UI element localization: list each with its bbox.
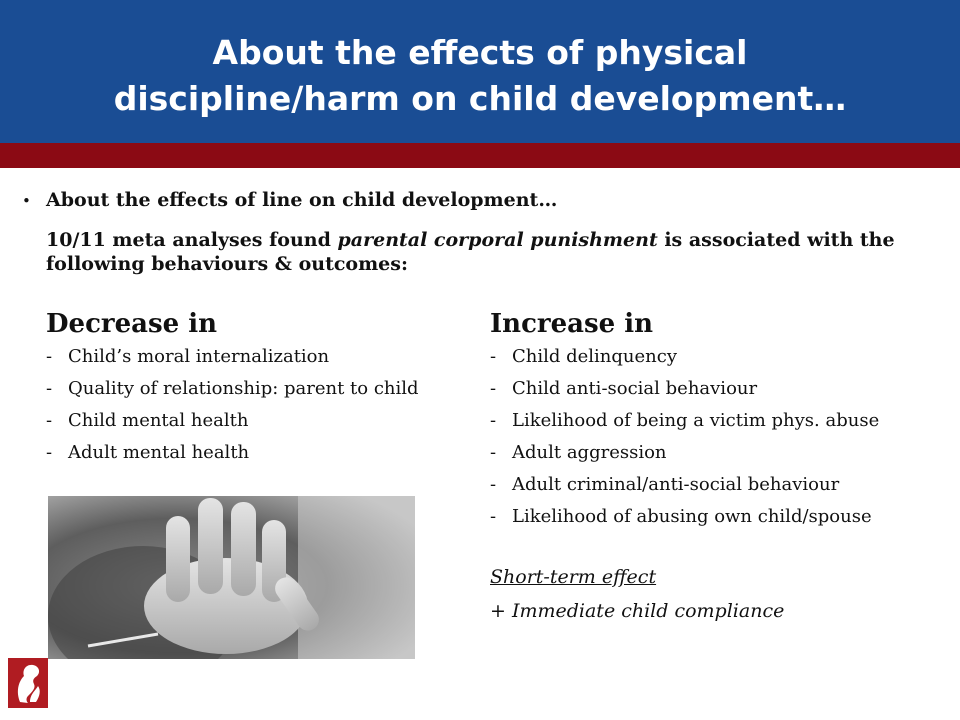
list-item [490,341,879,373]
increase-item-label: Child delinquency [512,346,678,367]
increase-item-label: Child anti-social behaviour [512,378,758,399]
dash-marker: - [46,346,53,367]
child-hand-photo [48,496,415,659]
statement-emphasis: parental corporal punishment [337,229,658,251]
accent-bar [0,143,960,168]
decrease-item-label: Child’s moral internalization [68,346,330,367]
dash-marker: - [490,442,497,463]
list-item [490,405,879,437]
decrease-heading: Decrease in [46,309,218,339]
decrease-item-label: Adult mental health [68,442,250,463]
increase-item-label: Adult criminal/anti-social behaviour [512,474,840,495]
bullet-lead-text: About the effects of line on child development… [46,189,558,211]
list-item [46,405,419,437]
list-item [46,341,419,373]
dash-marker: - [490,378,497,399]
decrease-item-label: Quality of relationship: parent to child [68,378,419,399]
bullet-dot: • [22,192,31,210]
list-item [490,373,879,405]
decrease-list [46,341,419,469]
statement-suffix: is associated with the following behaviours & outcomes: [46,229,895,275]
dash-marker: - [46,410,53,431]
list-item [46,437,419,469]
dash-marker: - [490,410,497,431]
short-term-label: Short-term effect [490,566,657,588]
list-item [490,469,879,501]
list-item [46,373,419,405]
dash-marker: - [46,378,53,399]
list-item [490,501,879,533]
short-term-effect: + Immediate child compliance [490,600,785,622]
list-item [490,437,879,469]
decrease-item-label: Child mental health [68,410,249,431]
increase-item-label: Likelihood of being a victim phys. abuse [512,410,880,431]
dash-marker: - [46,442,53,463]
increase-list [490,341,879,533]
dash-marker: - [490,346,497,367]
silhouette-logo-icon [8,658,48,708]
increase-item-label: Adult aggression [512,442,667,463]
dash-marker: - [490,506,497,527]
dash-marker: - [490,474,497,495]
increase-item-label: Likelihood of abusing own child/spouse [512,506,872,527]
title-line-1: About the effects of physical [212,33,748,72]
increase-heading: Increase in [490,309,653,339]
statement-prefix: 10/11 meta analyses found [46,229,338,251]
title-line-2: discipline/harm on child development… [113,79,847,118]
meta-analysis-statement [46,228,946,276]
slide-title [0,30,960,122]
